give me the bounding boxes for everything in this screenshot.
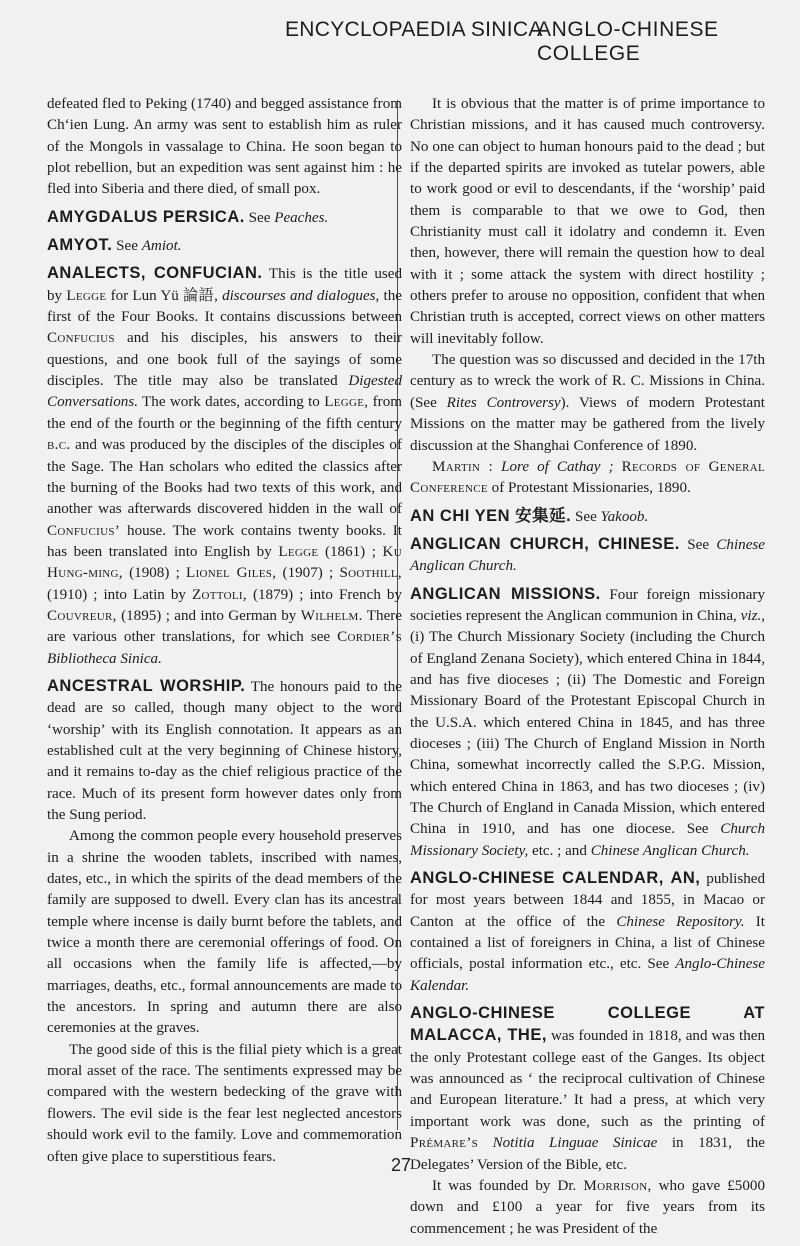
cross-reference: Peaches. (274, 209, 329, 226)
entry-analects: ANALECTS, CONFUCIAN. This is the title used by Legge for Lun Yü 論語, discourses and dialogues, the first of the Four Books. It contains discussions between Confucius and his disciples, his answers to their questions, and one book full of the sayings of some disciples. The title may also be translated Digested Conversations. The work dates, according to Legge, from the end of the fourth or the beginning of the fifth century b.c. and was produced by the disciples of the disciples of the Sage. The Han scholars who edited the classics after the burning of the Books had two texts of this work, and another was afterwards discovered hidden in the wall of Confucius’ house. The work contains twenty books. It has been translated into English by Legge (1861) ; Ku Hung-ming, (1908) ; Lionel Giles, (1907) ; Soothill, (1910) ; into Latin by Zottoli, (1879) ; into French by Couvreur, (1895) ; and into German by Wilhelm. There are various other translations, for which see Cordier’s Bibliotheca Sinica. (47, 264, 403, 667)
headword: ANALECTS, CONFUCIAN. (47, 264, 263, 283)
headword: AMYGDALUS PERSICA. (47, 207, 245, 226)
author-name: Legge (66, 287, 107, 304)
headword: ANGLO-CHINESE CALENDAR, AN, (410, 869, 701, 888)
person-name: Confucius (47, 330, 115, 347)
paragraph: The question was so discussed and decided in the 17th century as to wreck the work of R. C. Missions in China. (See Rites Controversy). Views of modern Protestant Missions on the matter may be gathered from the lively discussion at the Shanghai Conference of 1890. (410, 352, 765, 454)
left-column (47, 94, 402, 1168)
entry-anglican-missions: ANGLICAN MISSIONS. Four foreign missionary societies represent the Anglican communion in China, viz., (i) The Church Missionary Society (including the Church of England Zenana Society), which entered China in 1844, and has five dioceses ; (ii) The Domestic and Foreign Missionary Board of the Protestant Episcopal Church in the U.S.A. which entered China in 1845, and has three dioceses ; (iii) The Church of England Mission in North China, somewhat incorrectly called the S.P.G. Mission, which entered China in 1863, and has two dioceses ; (iv) The Church of England in Canada Mission, which entered China in 1910, and has one diocese. See Church Missionary Society, etc. ; and Chinese Anglican Church. (410, 584, 765, 859)
page-number: 27 (391, 1155, 412, 1175)
paragraph: It is obvious that the matter is of prime importance to Christian missions, and it has caused much controversy. No one can object to human honours paid to the dead ; but if the departed spirits are invoked as tutelar powers, able to work good or evil to descendants, if the ‘worship’ paid them is comparable to that we owe to God, then Christianity must call it idolatry and condemn it. Even then, however, there will remain the question how to deal with it ; some attack the system with direct hostility ; others prefer to arouse no opposition, confident that when Christian truth is accepted, correct views on other matters will inevitably follow. (410, 96, 765, 347)
paragraph: Among the common people every household preserves in a shrine the wooden tablets, inscribed with names, dates, etc., in which the spirits of the dead members of the family are supposed to dwell. Every clan has its ancestral temple where incense is daily burnt before the tablets, and twice a month there are ceremonial offerings of food. On all occasions when the family life is affected,—by marriages, deaths, etc., formal announcements are made to the ancestors. In spring and autumn there are also ceremonies at the graves. (47, 828, 402, 1037)
header-title: ENCYCLOPAEDIA SINICA (285, 18, 543, 41)
author-name: Legge, (324, 394, 369, 411)
headword: ANGLICAN CHURCH, CHINESE. (410, 534, 680, 553)
author-name: Wilhelm. (300, 607, 363, 624)
headword: ANGLICAN MISSIONS. (410, 584, 601, 603)
references: Martin : Lore of Cathay ; Records of General Conference of Protestant Missionaries, 1890. (410, 458, 765, 497)
person-name: Morrison, (583, 1177, 652, 1194)
entry-anglican-church (410, 534, 765, 578)
author-name: Zottoli, (192, 586, 247, 603)
entry-ancestral-worship: ANCESTRAL WORSHIP. The honours paid to the dead are so called, though many object to the word ‘worship’ with its English connotation. It appears as an established cult at the very beginning of Chinese history, and it remains to-day as the chief religious practice of the race. Much of its present form however dates only from the Sung period. (47, 676, 402, 823)
author-name: Prémare’s (410, 1135, 479, 1152)
text: defeated fled to Peking (1740) and begged assistance from Ch‘ien Lung. An army was sent to establish him as ruler of the Mongols in vassalage to China. He soon began to plot rebellion, but an expedition was sent against him : he fled into Siberia and there died, of small pox. (47, 96, 402, 198)
headword: AMYOT. (47, 236, 113, 255)
entry-an-chi-yen (410, 506, 765, 528)
paragraph: It was founded by Dr. Morrison, who gave £5000 down and £100 a year for five years from its commencement ; he was President of the (410, 1177, 765, 1237)
see-label: See (687, 536, 710, 553)
author-name: Legge (278, 543, 319, 560)
entry-amygdalus (47, 207, 402, 229)
paragraph (47, 94, 402, 201)
author-name: Cordier’s (337, 629, 402, 646)
cross-reference: Yakoob. (600, 508, 649, 525)
see-label: See (575, 508, 597, 525)
running-header (0, 12, 800, 65)
author-name: Ku Hung-ming, (47, 543, 402, 582)
header-section: ANGLO-CHINESE COLLEGE (537, 18, 719, 65)
headword: ANCESTRAL WORSHIP. (47, 676, 246, 695)
author-name: Couvreur, (47, 607, 117, 624)
right-column (410, 94, 765, 1240)
cross-reference: Chinese Anglican Church. (410, 536, 765, 575)
entry-amyot (47, 235, 402, 257)
headword: ANGLO-CHINESE COLLEGE AT MALACCA, THE, (410, 1004, 765, 1045)
see-label: See (248, 209, 271, 226)
paragraph: The good side of this is the filial piety which is a great moral asset of the race. The sentiments expressed may be compared with the western bedecking of the grave with flowers. The evil side is the fear lest neglected ancestors should work evil to the family. Love and commemoration often give place to superstitious fears. (47, 1041, 402, 1165)
entry-anglo-chinese-college: ANGLO-CHINESE COLLEGE AT MALACCA, THE, was founded in 1818, and was then the only Protestant college east of the Ganges. Its object was announced as ‘ the reciprocal cultivation of Chinese and European literature.’ It had a press, at which very important work was done, such as the printing of Prémare’s Notitia Linguae Sinicae in 1831, the Delegates’ Version of the Bible, etc. (410, 1004, 766, 1173)
author-name: Lionel Giles, (186, 565, 277, 582)
see-label: See (116, 238, 138, 255)
author-name: Martin : (432, 458, 494, 475)
cross-reference: Amiot. (141, 238, 182, 255)
author-name: Soothill, (339, 565, 402, 582)
person-name: Confucius’ (47, 522, 121, 539)
entry-anglo-chinese-calendar: ANGLO-CHINESE CALENDAR, AN, published for most years between 1844 and 1855, in Macao or Canton at the office of the Chinese Repository. It contained a list of foreigners in China, a list of Chinese officials, postal information etc., etc. See Anglo-Chinese Kalendar. (410, 869, 765, 994)
headword: AN CHI YEN 安集延. (410, 506, 572, 525)
